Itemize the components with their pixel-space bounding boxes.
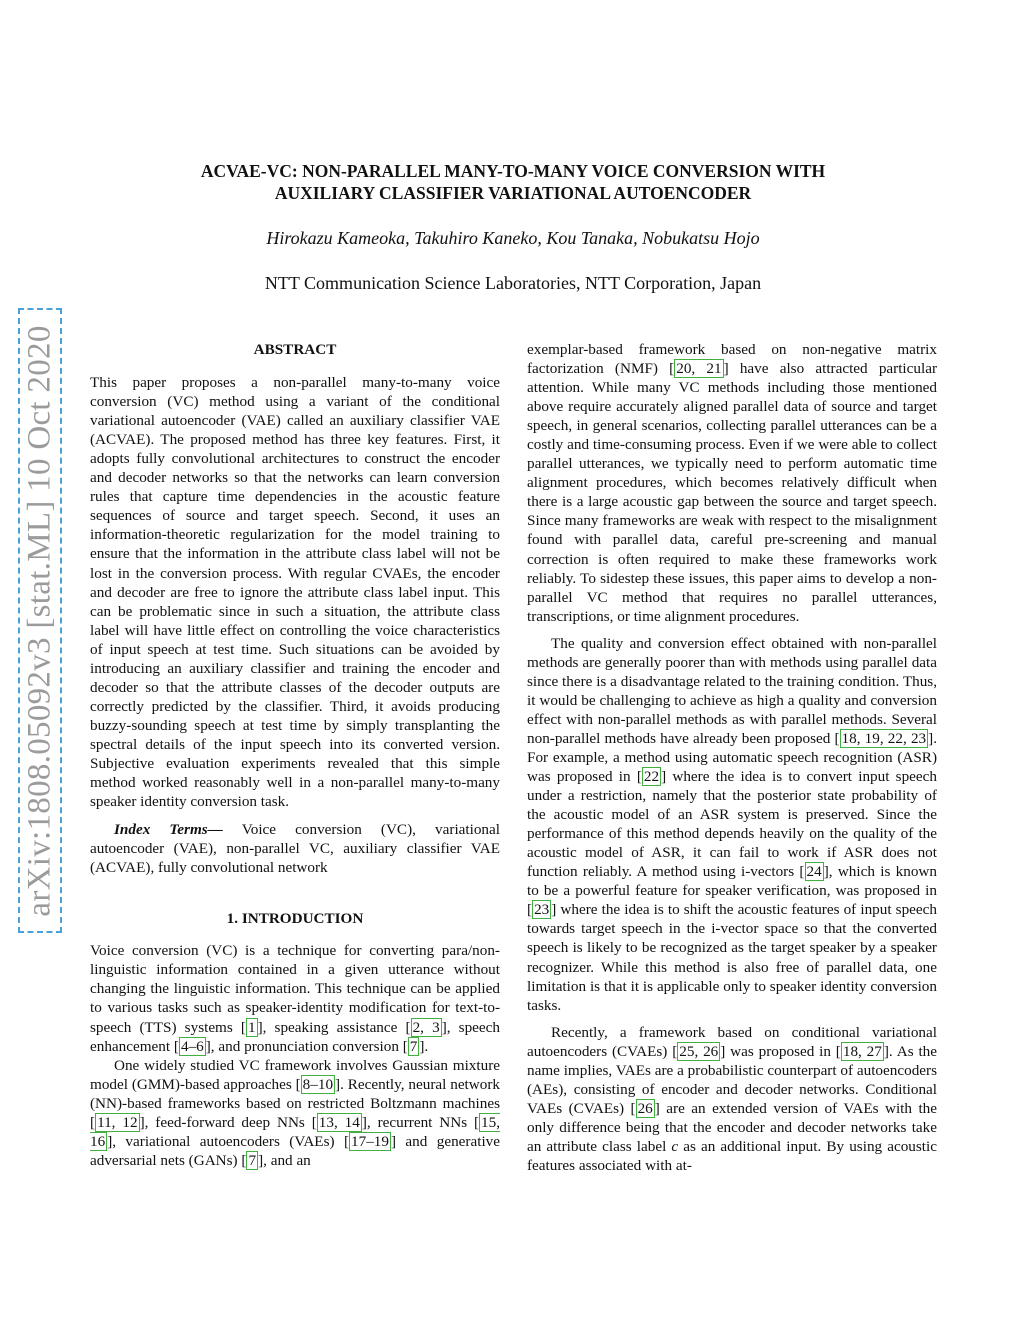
citation-link[interactable]: 8–10 bbox=[302, 1075, 334, 1093]
arxiv-identifier: arXiv:1808.05092v3 [stat.ML] 10 Oct 2020 bbox=[21, 324, 58, 917]
math-variable-c: c bbox=[671, 1137, 679, 1155]
citation-link[interactable]: 15, 16 bbox=[90, 1113, 501, 1150]
arxiv-watermark bbox=[18, 308, 62, 933]
paper-title bbox=[110, 160, 916, 204]
citation-link[interactable]: 25, 26 bbox=[679, 1042, 719, 1060]
citation-link[interactable]: 20, 21 bbox=[676, 360, 722, 378]
title-line-2: AUXILIARY CLASSIFIER VARIATIONAL AUTOENCODER bbox=[274, 183, 752, 203]
index-terms-label: Index Terms— bbox=[114, 821, 223, 839]
index-terms bbox=[90, 820, 500, 877]
citation-link[interactable]: 26 bbox=[637, 1099, 653, 1117]
citation-link[interactable]: 24 bbox=[806, 863, 822, 881]
citation-link[interactable]: 23 bbox=[534, 901, 550, 919]
citation-link[interactable]: 1 bbox=[247, 1018, 256, 1036]
citation-link[interactable]: 7 bbox=[248, 1151, 257, 1169]
intro-paragraph-1: Voice conversion (VC) is a technique for converting para/non-linguistic information contained in a given utterance without changing the linguistic information. This technique can be applied to various tasks such as speaker-identity modification for text-to-speech (TTS) systems [ 1 ], speaking assistance [ 2, 3 ], speech enhancement [ 4–6 ], and pronunciation conversion [ 7 ]. bbox=[90, 942, 500, 1055]
intro-paragraph-3: exemplar-based framework based on non-negative matrix factorization (NMF) [ 20, 21 ] have also attracted particular attention. While many VC methods including those mentioned above require accurately aligned parallel data of source and target speech, in general scenarios, collecting parallel utterances can be a costly and time-consuming process. Even if we were able to collect parallel utterances, we typically need to perform automatic time alignment procedures, which becomes relatively difficult when there is a large acoustic gap between the source and target speech. Since many frameworks are weak with respect to the misalignment found with parallel data, careful pre-screening and manual correction is often required to make these frameworks work reliably. To sidestep these issues, this paper aims to develop a non-parallel VC method that requires no parallel utterances, transcriptions, or time alignment procedures. bbox=[527, 341, 938, 625]
citation-link[interactable]: 22 bbox=[643, 768, 660, 786]
left-column bbox=[90, 340, 500, 1170]
citation-link[interactable]: 2, 3 bbox=[412, 1018, 440, 1036]
introduction-heading: 1. INTRODUCTION bbox=[226, 910, 364, 928]
author-list: Hirokazu Kameoka, Takuhiro Kaneko, Kou Tanaka, Nobukatsu Hojo bbox=[266, 228, 760, 248]
abstract-heading: ABSTRACT bbox=[253, 341, 337, 358]
affiliation: NTT Communication Science Laboratories, NTT Corporation, Japan bbox=[264, 273, 762, 293]
intro-paragraph-5: Recently, a framework based on conditional variational autoencoders (CVAEs) [ 25, 26 ] was proposed in [ 18, 27 ]. As the name implies, VAEs are a probabilistic counterpart of autoencoders (AEs), consisting of encoder and decoder networks. Conditional VAEs (CVAEs) [ 26 ] are an extended version of VAEs with the only difference being that the encoder and decoder networks take an attribute class label c as an additional input. By using acoustic features associated with at- bbox=[527, 1023, 937, 1174]
citation-link[interactable]: 11, 12 bbox=[97, 1113, 138, 1131]
title-line-1: ACVAE-VC: NON-PARALLEL MANY-TO-MANY VOICE CONVERSION WITH bbox=[200, 161, 826, 181]
citation-link[interactable]: 7 bbox=[409, 1037, 418, 1055]
abstract-body: This paper proposes a non-parallel many-to-many voice conversion (VC) method using a variant of the conditional variational autoencoder (VAE) called an auxiliary classifier VAE (ACVAE). The proposed method has three key features. First, it adopts fully convolutional architectures to construct the encoder and decoder networks so that the networks can learn conversion rules that capture time dependencies in the acoustic feature sequences of source and target speech. Second, it uses an information-theoretic regularization for the model training to ensure that the information in the attribute class label will not be lost in the conversion process. With regular CVAEs, the encoder and decoder are free to ignore the attribute class label input. This can be problematic since in such a situation, the attribute class label will have little effect on controlling the voice characteristics of input speech at test time. Such situations can be avoided by introducing an auxiliary classifier and training the encoder and decoder so that the attribute classes of the decoder outputs are correctly predicted by the classifier. Third, it avoids producing buzzy-sounding speech at test time by simply transplanting the spectral details of the input speech into its converted version. Subjective evaluation experiments revealed that this simple method worked reasonably well in a non-parallel many-to-many speaker identity conversion task. bbox=[90, 374, 500, 811]
intro-paragraph-2: One widely studied VC framework involves Gaussian mixture model (GMM)-based approaches [ 8–10 ]. Recently, neural network (NN)-based frameworks based on restricted Boltzmann machines [ 11, 12 ], feed-forward deep NNs [ 13, 14 ], recurrent NNs [ 15, 16 ], variational autoencoders (VAEs) [ 17–19 ] and generative adversarial nets (GANs) [ 7 ], and an bbox=[90, 1056, 501, 1169]
index-terms-text: Voice conversion (VC), variational autoencoder (VAE), non-parallel VC, auxiliary classifier VAE (ACVAE), fully convolutional network bbox=[90, 821, 500, 877]
citation-link[interactable]: 4–6 bbox=[180, 1037, 204, 1055]
citation-link[interactable]: 13, 14 bbox=[318, 1113, 360, 1131]
right-column bbox=[527, 340, 937, 1175]
citation-link[interactable]: 18, 27 bbox=[842, 1042, 882, 1060]
citation-link[interactable]: 18, 19, 22, 23 bbox=[841, 729, 927, 747]
intro-paragraph-4: The quality and conversion effect obtained with non-parallel methods are generally poorer than with methods using parallel data since there is a disadvantage related to the training condition. Thus, it would be challenging to achieve as high a quality and conversion effect with non-parallel methods as with parallel methods. Several non-parallel methods have already been proposed [ 18, 19, 22, 23 ]. For example, a method using automatic speech recognition (ASR) was proposed in [ 22 ] where the idea is to convert input speech under a restriction, namely that the posterior state probability of the acoustic model of an ASR system is preserved. Since the performance of this method depends heavily on the quality of the acoustic model of ASR, it can fail to work if ASR does not function reliably. A method using i-vectors [ 24 ], which is known to be a powerful feature for speaker verification, was proposed in [ 23 ] where the idea is to shift the acoustic features of input speech towards target speech in the i-vector space so that the converted speech is likely to be recognized as the target speaker by a speaker recognizer. While this method is also free of parallel data, one limitation is that it is applicable only to speaker identity conversion tasks. bbox=[527, 634, 937, 1014]
citation-link[interactable]: 17–19 bbox=[351, 1132, 389, 1150]
